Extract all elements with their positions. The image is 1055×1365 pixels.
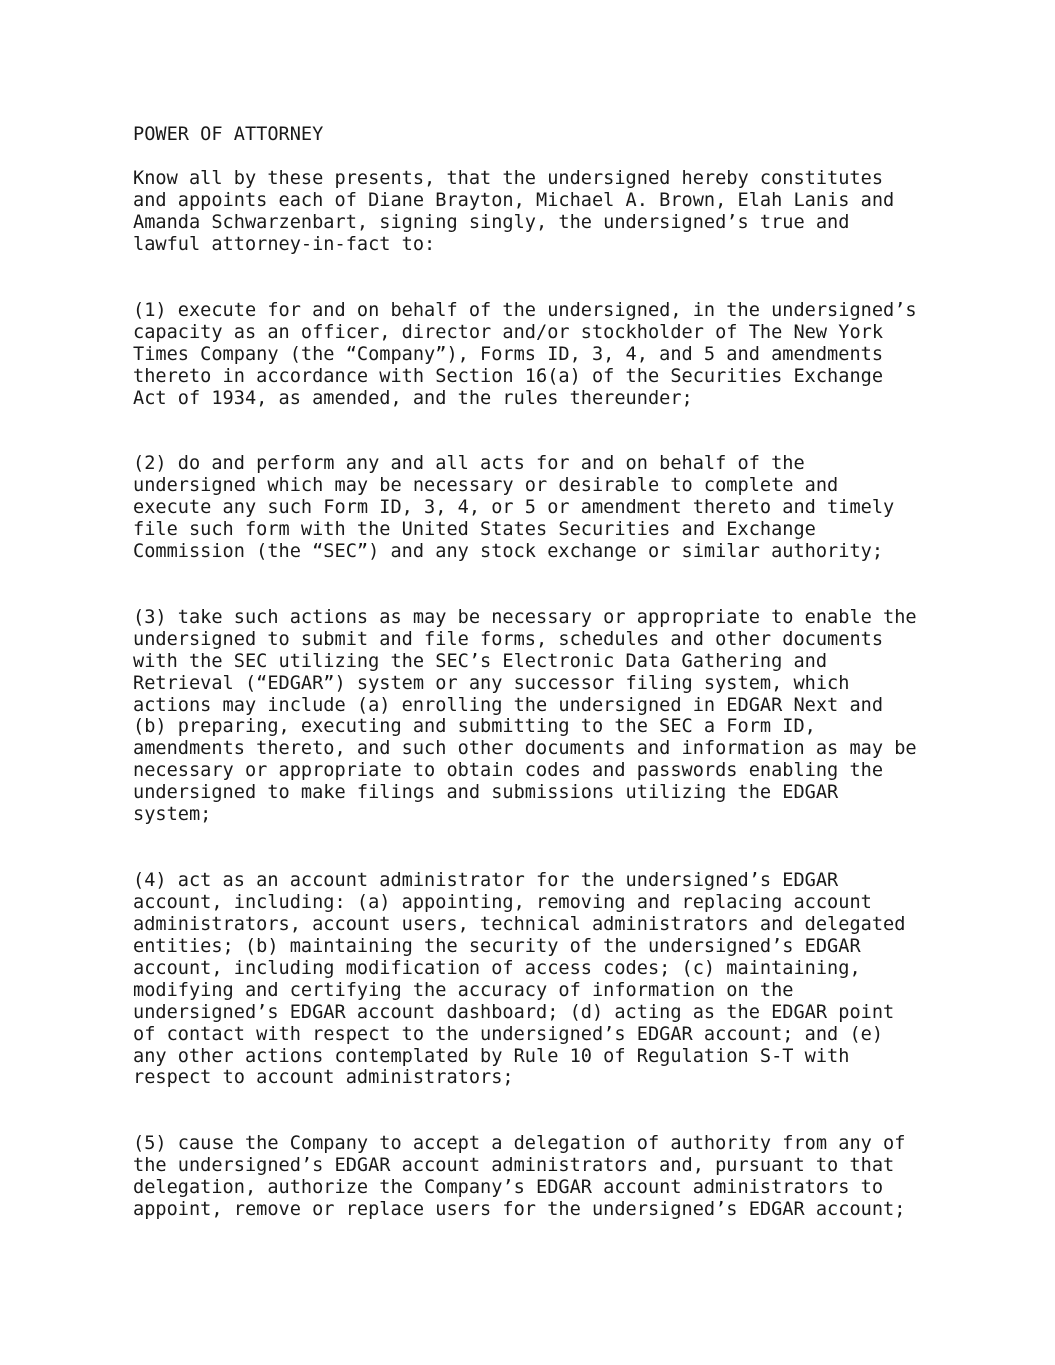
- text-line: entities; (b) maintaining the security of the undersigned’s EDGAR: [133, 936, 861, 957]
- text-line: administrators, account users, technical administrators and delegated: [133, 914, 906, 935]
- text-line: appoint, remove or replace users for the undersigned’s EDGAR account;: [133, 1199, 906, 1220]
- text-line: (3) take such actions as may be necessary or appropriate to enable the: [133, 607, 917, 628]
- text-line: Commission (the “SEC”) and any stock exchange or similar authority;: [133, 541, 884, 562]
- text-line: Act of 1934, as amended, and the rules thereunder;: [133, 388, 693, 409]
- text-line: respect to account administrators;: [133, 1067, 514, 1088]
- text-line: system;: [133, 804, 212, 825]
- text-line: with the SEC utilizing the SEC’s Electronic Data Gathering and: [133, 651, 828, 672]
- text-line: account, including: (a) appointing, removing and replacing account: [133, 892, 872, 913]
- text-line: execute any such Form ID, 3, 4, or 5 or amendment thereto and timely: [133, 497, 895, 518]
- document-title: POWER OF ATTORNEY: [133, 124, 324, 145]
- text-line: of contact with respect to the undersigned’s EDGAR account; and (e): [133, 1024, 884, 1045]
- text-line: modifying and certifying the accuracy of information on the: [133, 980, 794, 1001]
- text-line: undersigned which may be necessary or desirable to complete and: [133, 475, 839, 496]
- text-line: (1) execute for and on behalf of the undersigned, in the undersigned’s: [133, 300, 917, 321]
- text-line: Times Company (the “Company”), Forms ID, 3, 4, and 5 and amendments: [133, 344, 884, 365]
- text-line: (4) act as an account administrator for the undersigned’s EDGAR: [133, 870, 839, 891]
- text-line: actions may include (a) enrolling the undersigned in EDGAR Next and: [133, 695, 884, 716]
- text-line: and appoints each of Diane Brayton, Michael A. Brown, Elah Lanis and: [133, 190, 895, 211]
- text-line: account, including modification of access codes; (c) maintaining,: [133, 958, 861, 979]
- text-line: undersigned to submit and file forms, schedules and other documents: [133, 629, 884, 650]
- text-line: (2) do and perform any and all acts for and on behalf of the: [133, 453, 805, 474]
- text-line: undersigned to make filings and submissions utilizing the EDGAR: [133, 782, 839, 803]
- text-line: Know all by these presents, that the undersigned hereby constitutes: [133, 168, 884, 189]
- text-line: file such form with the United States Securities and Exchange: [133, 519, 816, 540]
- text-line: the undersigned’s EDGAR account administrators and, pursuant to that: [133, 1155, 895, 1176]
- text-line: Retrieval (“EDGAR”) system or any successor filing system, which: [133, 673, 850, 694]
- text-line: thereto in accordance with Section 16(a) of the Securities Exchange: [133, 366, 884, 387]
- text-line: lawful attorney-in-fact to:: [133, 234, 436, 255]
- text-line: necessary or appropriate to obtain codes and passwords enabling the: [133, 760, 884, 781]
- text-line: (5) cause the Company to accept a delegation of authority from any of: [133, 1133, 906, 1154]
- text-line: any other actions contemplated by Rule 10 of Regulation S-T with: [133, 1046, 850, 1067]
- text-line: amendments thereto, and such other documents and information as may be: [133, 738, 917, 759]
- text-line: delegation, authorize the Company’s EDGAR account administrators to: [133, 1177, 884, 1198]
- text-line: Amanda Schwarzenbart, signing singly, the undersigned’s true and: [133, 212, 850, 233]
- text-line: (b) preparing, executing and submitting to the SEC a Form ID,: [133, 716, 816, 737]
- text-line: undersigned’s EDGAR account dashboard; (d) acting as the EDGAR point: [133, 1002, 895, 1023]
- text-line: capacity as an officer, director and/or stockholder of The New York: [133, 322, 884, 343]
